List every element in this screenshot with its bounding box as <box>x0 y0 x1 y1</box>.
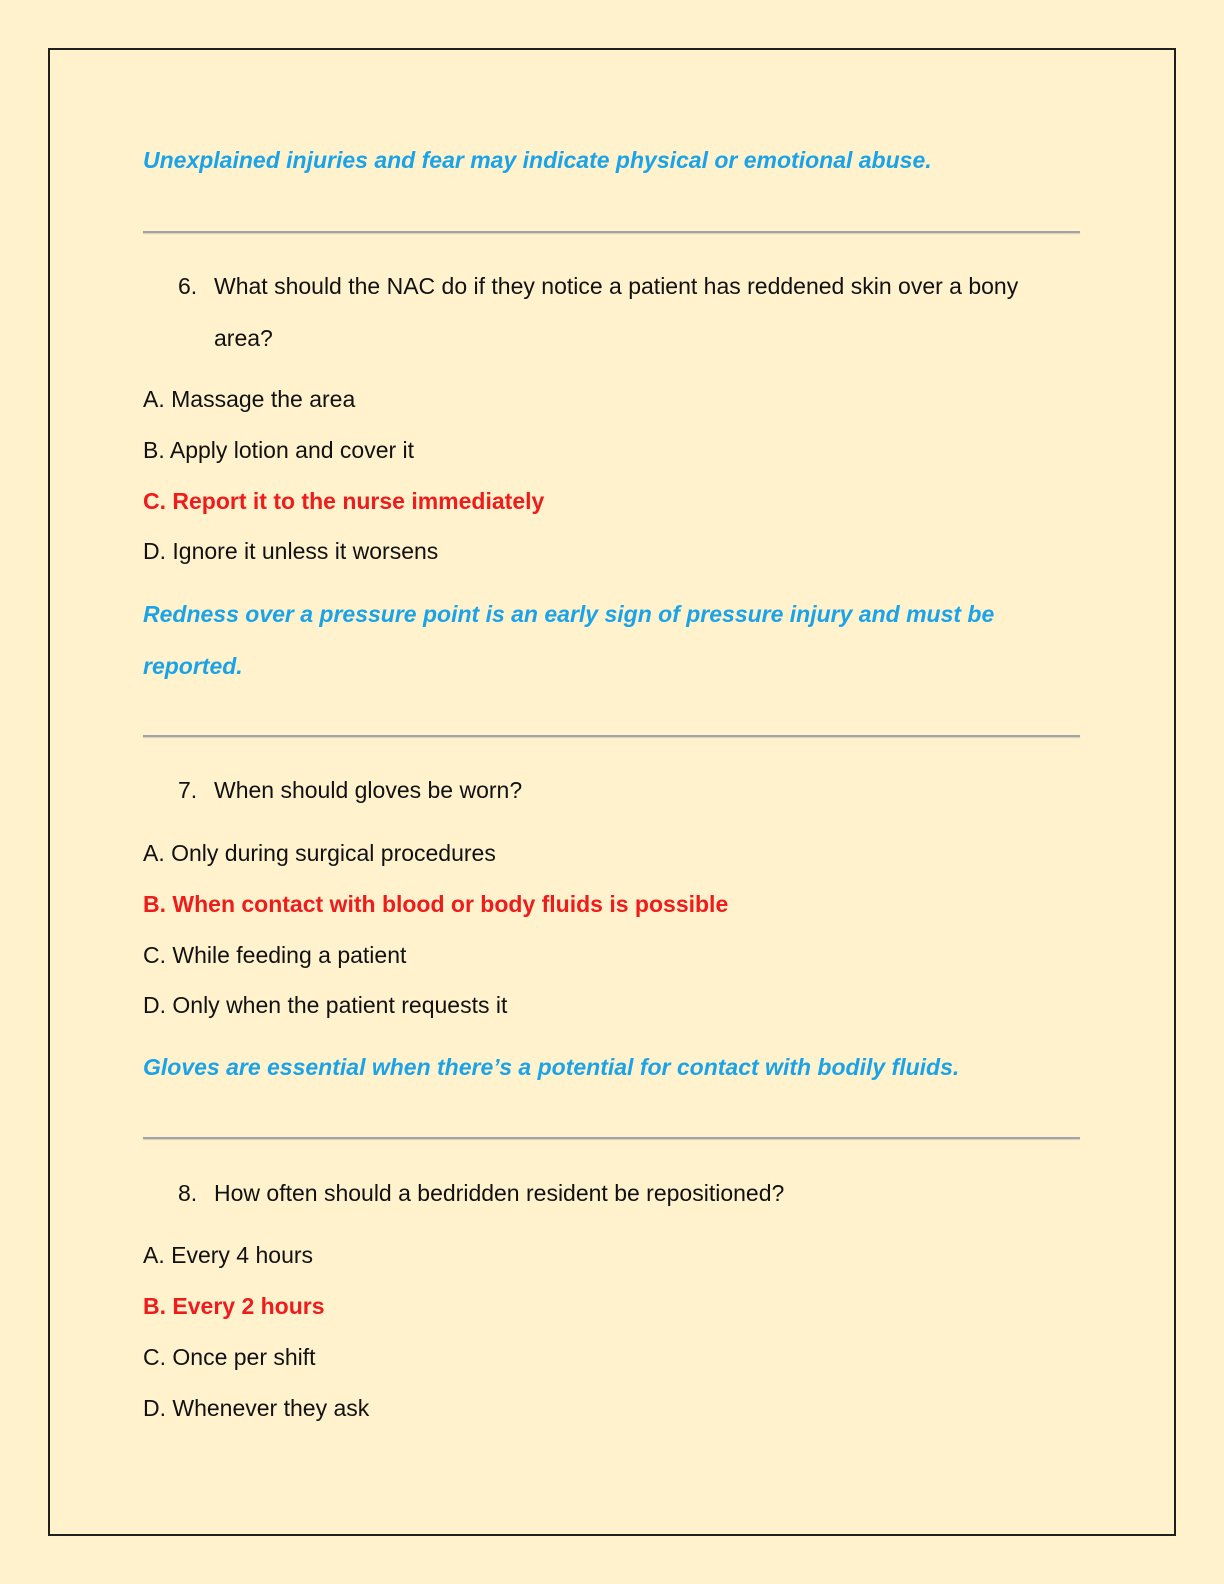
q7-option-c: C. While feeding a patient <box>143 942 407 968</box>
question-number: 8. <box>178 1180 198 1206</box>
q7-option-b-correct: B. When contact with blood or body fluids is possible <box>143 891 729 917</box>
question-8 <box>178 1167 1058 1219</box>
q6-explanation: Redness over a pressure point is an early sign of pressure injury and must be reported. <box>143 601 995 679</box>
question-6 <box>178 260 1058 364</box>
q7-option-a: A. Only during surgical procedures <box>143 840 496 866</box>
question-text: How often should a bedridden resident be repositioned? <box>214 1180 785 1206</box>
q7-option-d: D. Only when the patient requests it <box>143 992 508 1018</box>
question-text: What should the NAC do if they notice a patient has reddened skin over a bony area? <box>214 273 1019 351</box>
q7-explanation: Gloves are essential when there’s a potential for contact with bodily fluids. <box>143 1054 960 1080</box>
question-text: When should gloves be worn? <box>214 777 523 803</box>
divider <box>143 231 1080 233</box>
q8-option-a: A. Every 4 hours <box>143 1242 314 1268</box>
q8-option-b-correct: B. Every 2 hours <box>143 1293 325 1319</box>
q6-option-d: D. Ignore it unless it worsens <box>143 538 439 564</box>
q8-option-d: D. Whenever they ask <box>143 1395 370 1421</box>
question-7 <box>178 764 1058 816</box>
q8-option-c: C. Once per shift <box>143 1344 316 1370</box>
question-number: 7. <box>178 777 198 803</box>
divider <box>143 1137 1080 1139</box>
intro-explanation: Unexplained injuries and fear may indicate physical or emotional abuse. <box>143 147 932 173</box>
divider <box>143 735 1080 737</box>
q6-option-b: B. Apply lotion and cover it <box>143 437 415 463</box>
question-number: 6. <box>178 273 198 299</box>
q6-option-a: A. Massage the area <box>143 386 356 412</box>
q6-option-c-correct: C. Report it to the nurse immediately <box>143 488 545 514</box>
